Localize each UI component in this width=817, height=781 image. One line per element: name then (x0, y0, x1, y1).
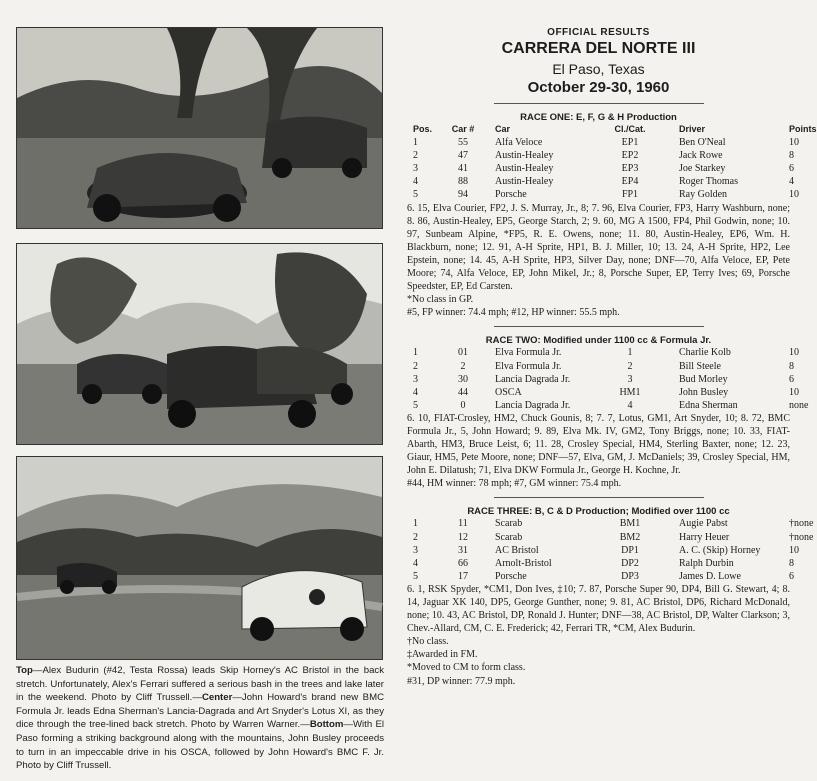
col-car-number: Car # (451, 124, 475, 134)
table-row (407, 373, 790, 386)
table-row (407, 188, 790, 201)
cell-car-number: 41 (458, 163, 468, 175)
table-row (407, 162, 790, 175)
cell-car: Austin-Healey (495, 150, 554, 162)
cell-car-number: 31 (458, 544, 468, 556)
results-column (407, 27, 817, 688)
cell-car: Elva Formula Jr. (495, 360, 562, 372)
caption-bottom-text: —With El Paso forming a striking background along with the mountains, John Busley proceeds to turn in an impeccable drive in his OSCA, followed by John Howard's BMC F. Jr. Photo by Cliff Trussell. (16, 719, 384, 772)
race-one-others: 6. 15, Elva Courier, FP2, J. S. Murray, Jr., 8; 7. 96, Elva Courier, FP3, Harry Washburn, none; 8. 86, Austin-Healey, EP5, George Starch, 2; 9. 60, MG A 1500, FP4, Phil Godwin, none; 10. 97, Sunbeam Alpine, *FP5, R. E. Owens, none; 11. 80, Austin-Healey, EP6, Wm. H. Blackburn, none; 12. 91, A-H Sprite, HP1, B. J. Miller, 10; 13. 24, A-H Sprite, HP2, Lee Epstein, none; 14. 45, A-H Sprite, HP3, Silver Day, none; DNF—70, Alfa Veloce, EP, Pete Moore; 74, Alfa Veloce, EP, John Mikel, Jr.; 8, Porsche Super, EP, Terry Ives; 69, Porsche Speedster, EP, Ed Carsten. (407, 202, 790, 293)
race-three-note-4: #31, DP winner: 77.9 mph. (407, 675, 516, 687)
photo-top-race-cars (16, 27, 383, 229)
table-row (407, 136, 790, 149)
caption-center-text: —John Howard's brand new BMC Formula Jr. leads Edna Sherman's Lancia-Dagrada and Art Snyder's Lotus XI, as they dice through the tree-lined back stretch. Photo by Warren Warner.— (16, 692, 384, 731)
cell-pos: 1 (413, 137, 418, 149)
cell-points: 8 (789, 557, 794, 569)
race-two-table (407, 346, 809, 411)
cell-car-number: 0 (460, 399, 466, 411)
cell-pos: 3 (413, 373, 418, 385)
table-row (407, 386, 790, 399)
cell-pos: 4 (413, 386, 418, 398)
cell-pos: 2 (413, 360, 418, 372)
cell-pos: 3 (413, 163, 418, 175)
photo-center-race-cars (16, 243, 383, 445)
race-one-table (407, 123, 817, 202)
cell-driver: A. C. (Skip) Horney (679, 544, 761, 556)
race-three-note-1: †No class. (407, 636, 449, 648)
cell-pos: 5 (413, 399, 418, 411)
cell-car-number: 94 (458, 189, 468, 201)
cell-class: HM1 (619, 386, 641, 398)
cell-car-number: 2 (460, 360, 466, 372)
cell-class: 3 (627, 373, 633, 385)
cell-car-number: 47 (458, 150, 468, 162)
cell-car-number: 12 (458, 531, 468, 543)
cell-driver: Bud Morley (679, 373, 728, 385)
cell-car: Scarab (495, 518, 523, 530)
official-results-heading: OFFICIAL RESULTS (547, 27, 650, 38)
caption-top-label: Top (16, 665, 33, 676)
cell-driver: Charlie Kolb (679, 347, 731, 359)
cell-class: DP1 (621, 544, 639, 556)
cell-class: EP4 (621, 176, 639, 188)
cell-car: AC Bristol (495, 544, 539, 556)
cell-driver: Edna Sherman (679, 399, 738, 411)
cell-points: 10 (789, 347, 799, 359)
race-one-note-1: *No class in GP. (407, 294, 474, 306)
cell-pos: 2 (413, 150, 418, 162)
cell-pos: 5 (413, 189, 418, 201)
table-row (407, 570, 790, 583)
event-dates: October 29-30, 1960 (527, 79, 670, 96)
race-one-note-2: #5, FP winner: 74.4 mph; #12, HP winner: 55.5 mph. (407, 307, 620, 319)
cell-driver: Jack Rowe (679, 150, 723, 162)
cell-car: Porsche (495, 570, 527, 582)
divider (494, 103, 704, 104)
cell-car-number: 30 (458, 373, 468, 385)
cell-car: Lancia Dagrada Jr. (495, 399, 571, 411)
caption-bottom-label: Bottom (309, 719, 344, 731)
cell-driver: Ben O'Neal (679, 137, 726, 149)
cell-car-number: 01 (458, 347, 468, 359)
cell-points: 10 (789, 386, 799, 398)
divider (494, 326, 704, 327)
table-row (407, 175, 790, 188)
table-row (407, 360, 790, 373)
cell-driver: James D. Lowe (679, 570, 741, 582)
race-three-others: 6. 1, RSK Spyder, *CM1, Don Ives, ‡10; 7. 87, Porsche Super 90, DP4, Bill G. Stewart, 4; 8. 14, Jaguar XK 140, DP5, George Gunther, none; 9. 81, AC Bristol, DP6, Richard McDonald, none; 10. 43, AC Bristol, DP, Ronald J. Hunter; DNF—38, AC Bristol, DP, Walter Clarkson; 3, Chev.-Allard, CM, C. E. Frederick; 42, Ferrari TR, *CM, Alex Budurin. (407, 583, 790, 635)
photo-caption (16, 664, 384, 773)
cell-points: 4 (789, 176, 794, 188)
race-three-note-3: *Moved to CM to form class. (407, 662, 526, 674)
table-header-row (407, 123, 790, 136)
cell-pos: 1 (413, 347, 418, 359)
col-driver: Driver (679, 124, 706, 134)
cell-points: 10 (789, 189, 799, 201)
col-class: Cl./Cat. (614, 124, 646, 134)
cell-class: FP1 (621, 189, 639, 201)
cell-driver: Ray Golden (679, 189, 728, 201)
cell-driver: Augie Pabst (679, 518, 728, 530)
table-row (407, 557, 790, 570)
cell-class: DP2 (621, 557, 639, 569)
cell-car-number: 55 (458, 137, 468, 149)
cell-pos: 4 (413, 176, 418, 188)
cell-car-number: 66 (458, 557, 468, 569)
table-row (407, 544, 790, 557)
race-one-title: RACE ONE: E, F, G & H Production (520, 112, 677, 123)
cell-pos: 5 (413, 570, 418, 582)
cell-class: 2 (627, 360, 633, 372)
cell-class: EP2 (621, 150, 639, 162)
cell-class: BM2 (619, 531, 641, 543)
cell-driver: Joe Starkey (679, 163, 726, 175)
cell-class: 1 (627, 347, 633, 359)
cell-points: 8 (789, 150, 794, 162)
cell-points: 8 (789, 360, 794, 372)
race-three-note-2: ‡Awarded in FM. (407, 649, 478, 661)
race-two-title: RACE TWO: Modified under 1100 cc & Formula Jr. (485, 335, 712, 347)
cell-class: EP1 (621, 137, 639, 149)
cell-class: DP3 (621, 570, 639, 582)
cell-driver: Bill Steele (679, 360, 721, 372)
table-row (407, 517, 790, 530)
col-points: Points (789, 124, 817, 134)
cell-points: none (789, 399, 809, 411)
event-title: CARRERA DEL NORTE III (501, 40, 696, 57)
cell-car: Austin-Healey (495, 176, 554, 188)
cell-car-number: 88 (458, 176, 468, 188)
cell-car-number: 11 (458, 518, 468, 530)
cell-car: Porsche (495, 189, 527, 201)
cell-driver: Roger Thomas (679, 176, 738, 188)
cell-car: Alfa Veloce (495, 137, 543, 149)
cell-class: EP3 (621, 163, 639, 175)
cell-points: †none (789, 531, 814, 543)
race-two-note-1: #44, HM winner: 78 mph; #7, GM winner: 75.4 mph. (407, 478, 622, 490)
photo-bottom-race-cars (16, 456, 383, 660)
cell-car: Scarab (495, 531, 523, 543)
cell-car: Elva Formula Jr. (495, 347, 562, 359)
col-car: Car (495, 124, 511, 134)
cell-driver: Ralph Durbin (679, 557, 734, 569)
cell-points: †none (789, 518, 814, 530)
cell-car: OSCA (495, 386, 522, 398)
event-location: El Paso, Texas (552, 61, 645, 77)
race-three-table (407, 517, 814, 582)
cell-car-number: 17 (458, 570, 468, 582)
divider (494, 497, 704, 498)
cell-points: 10 (789, 544, 799, 556)
race-two-others: 6. 10, FIAT-Crosley, HM2, Chuck Gounis, 8; 7. 7, Lotus, GM1, Art Snyder, 10; 8. 72, BMC Formula Jr., 5, John Howard; 9. 89, Elva Mk. IV, GM2, Tony Briggs, none; 10. 33, FIAT-Abarth, HM3, Bruce Leist, 6; 11. 28, Crosley Special, HM4, Sterling Baxter, none; 12. 23, Giaur, HM5, Pete Moore, none; DNF—57, Elva, GM, J. McDaniels; 39, Crosley Special, HM, John E. Dilatush; 71, Elva DKW Formula Jr., George H. Kochne, Jr. (407, 412, 790, 477)
table-row (407, 399, 790, 412)
table-row (407, 149, 790, 162)
cell-pos: 1 (413, 518, 418, 530)
cell-pos: 4 (413, 557, 418, 569)
cell-car-number: 44 (458, 386, 468, 398)
race-three-title: RACE THREE: B, C & D Production; Modified over 1100 cc (467, 506, 730, 518)
cell-points: 10 (789, 137, 799, 149)
cell-pos: 3 (413, 544, 418, 556)
cell-driver: John Busley (679, 386, 729, 398)
caption-top-text: —Alex Budurin (#42, Testa Rossa) leads Skip Horney's AC Bristol in the back stretch. Unfortunately, Alex's Ferrari suffered a serious bash in the trees and lake later in the weekend. Photo by Cliff Trussell.— (16, 665, 384, 704)
col-pos: Pos. (413, 124, 433, 134)
cell-car: Arnolt-Bristol (495, 557, 552, 569)
table-row (407, 531, 790, 544)
cell-class: 4 (627, 399, 633, 411)
cell-pos: 2 (413, 531, 418, 543)
cell-points: 6 (789, 163, 794, 175)
table-row (407, 346, 790, 359)
cell-car: Lancia Dagrada Jr. (495, 373, 571, 385)
caption-center-label: Center (201, 692, 233, 704)
cell-class: BM1 (619, 518, 641, 530)
cell-points: 6 (789, 570, 794, 582)
cell-driver: Harry Heuer (679, 531, 730, 543)
cell-car: Austin-Healey (495, 163, 554, 175)
cell-points: 6 (789, 373, 794, 385)
